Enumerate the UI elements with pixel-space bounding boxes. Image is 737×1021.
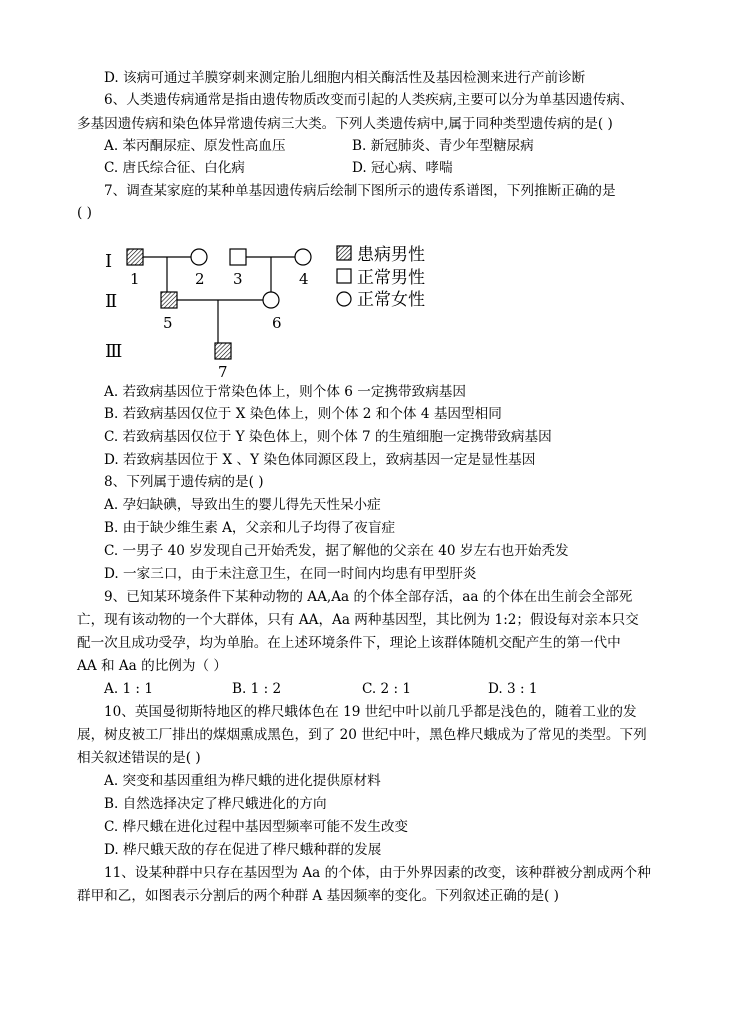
legend-normal-female-symbol [337,292,351,306]
pedigree-chart [100,240,450,380]
individual-7-label: 7 [218,363,228,380]
individual-6-normal-female [263,292,279,308]
q8-option-d: D. 一家三口，由于未注意卫生，在同一时间内均患有甲型肝炎 [104,566,477,582]
q8-stem: 8、下列属于遗传病的是( ) [104,474,264,490]
legend-affected-male-symbol [337,246,351,260]
q10-option-d: D. 桦尺蛾天敌的存在促进了桦尺蛾种群的发展 [104,842,382,858]
q7-option-b: B. 若致病基因仅位于 X 染色体上，则个体 2 和个体 4 基因型相同 [104,406,502,422]
individual-5-label: 5 [163,314,173,332]
legend-normal-female-label: 正常女性 [357,290,425,310]
legend-normal-male-symbol [337,269,351,283]
q7-stem-line-1: 7、调查某家庭的某种单基因遗传病后绘制下图所示的遗传系谱图，下列推断正确的是 [104,183,616,199]
q7-stem-line-2: ( ) [77,205,92,221]
q9-option-a: A. 1 : 1 [104,681,153,697]
q8-option-c: C. 一男子 40 岁发现自己开始秃发，据了解他的父亲在 40 岁左右也开始秃发 [104,543,569,559]
q6-stem-line-2: 多基因遗传病和染色体异常遗传病三大类。下列人类遗传病中,属于同种类型遗传病的是( ) [77,116,613,132]
q7-option-c: C. 若致病基因仅位于 Y 染色体上，则个体 7 的生殖细胞一定携带致病基因 [104,429,552,445]
q9-stem-line-4: AA 和 Aa 的比例为（ ） [77,658,227,674]
q6-option-b: B. 新冠肺炎、青少年型糖尿病 [352,138,534,154]
individual-2-normal-female [191,249,207,265]
individual-1-affected-male [127,249,143,265]
legend-normal-male-label: 正常男性 [357,268,425,288]
q7-option-a: A. 若致病基因位于常染色体上，则个体 6 一定携带致病基因 [104,384,466,400]
q11-stem-line-1: 11、设某种群中只存在基因型为 Aa 的个体，由于外界因素的改变，该种群被分割成两个种 [104,865,651,881]
individual-1-label: 1 [130,270,140,288]
q5-option-d: D. 该病可通过羊膜穿刺来测定胎儿细胞内相关酶活性及基因检测来进行产前诊断 [104,70,586,86]
q9-stem-line-1: 9、已知某环境条件下某种动物的 AA,Aa 的个体全部存活，aa 的个体在出生前会全部死 [104,589,633,605]
q9-stem-line-2: 亡，现有该动物的一个大群体，只有 AA，Aa 两种基因型，其比例为 1:2；假设每对亲本只交 [77,612,639,628]
q10-option-a: A. 突变和基因重组为桦尺蛾的进化提供原材料 [104,773,381,789]
q6-option-c: C. 唐氏综合征、白化病 [104,160,245,176]
individual-7-affected-male [215,343,231,359]
individual-6-label: 6 [272,314,282,332]
q11-stem-line-2: 群甲和乙，如图表示分割后的两个种群 A 基因频率的变化。下列叙述正确的是( ) [77,888,559,904]
q10-stem-line-1: 10、英国曼彻斯特地区的桦尺蛾体色在 19 世纪中叶以前几乎都是浅色的，随着工业的发 [104,704,637,720]
q6-option-d: D. 冠心病、哮喘 [352,160,453,176]
q9-option-d: D. 3 : 1 [488,681,538,697]
individual-5-affected-male [161,292,177,308]
q10-option-b: B. 自然选择决定了桦尺蛾进化的方向 [104,796,327,812]
q10-option-c: C. 桦尺蛾在进化过程中基因型频率可能不发生改变 [104,819,409,835]
generation-label-1: Ⅰ [105,251,113,272]
legend-affected-male-label: 患病男性 [357,245,425,265]
individual-3-normal-male [230,249,246,265]
q8-option-b: B. 由于缺少维生素 A，父亲和儿子均得了夜盲症 [104,520,396,536]
individual-4-label: 4 [299,270,309,288]
q6-stem-line-1: 6、人类遗传病通常是指由遗传物质改变而引起的人类疾病,主要可以分为单基因遗传病、 [104,92,634,108]
q6-option-a: A. 苯丙酮尿症、原发性高血压 [104,138,286,154]
individual-3-label: 3 [233,270,243,288]
q9-stem-line-3: 配一次且成功受孕，均为单胎。在上述环境条件下，理论上该群体随机交配产生的第一代中 [77,635,621,651]
q10-stem-line-3: 相关叙述错误的是( ) [77,750,201,766]
generation-label-2: Ⅱ [105,291,118,312]
individual-4-normal-female [295,249,311,265]
q9-option-b: B. 1 : 2 [232,681,282,697]
individual-2-label: 2 [195,270,205,288]
q8-option-a: A. 孕妇缺碘，导致出生的婴儿得先天性呆小症 [104,497,381,513]
q9-option-c: C. 2 : 1 [362,681,412,697]
q7-option-d: D. 若致病基因位于 X 、Y 染色体同源区段上，致病基因一定是显性基因 [104,452,536,468]
q10-stem-line-2: 展，树皮被工厂排出的煤烟熏成黑色，到了 20 世纪中叶，黑色桦尺蛾成为了常见的类型。下列 [77,727,647,743]
generation-label-3: Ⅲ [105,341,123,362]
